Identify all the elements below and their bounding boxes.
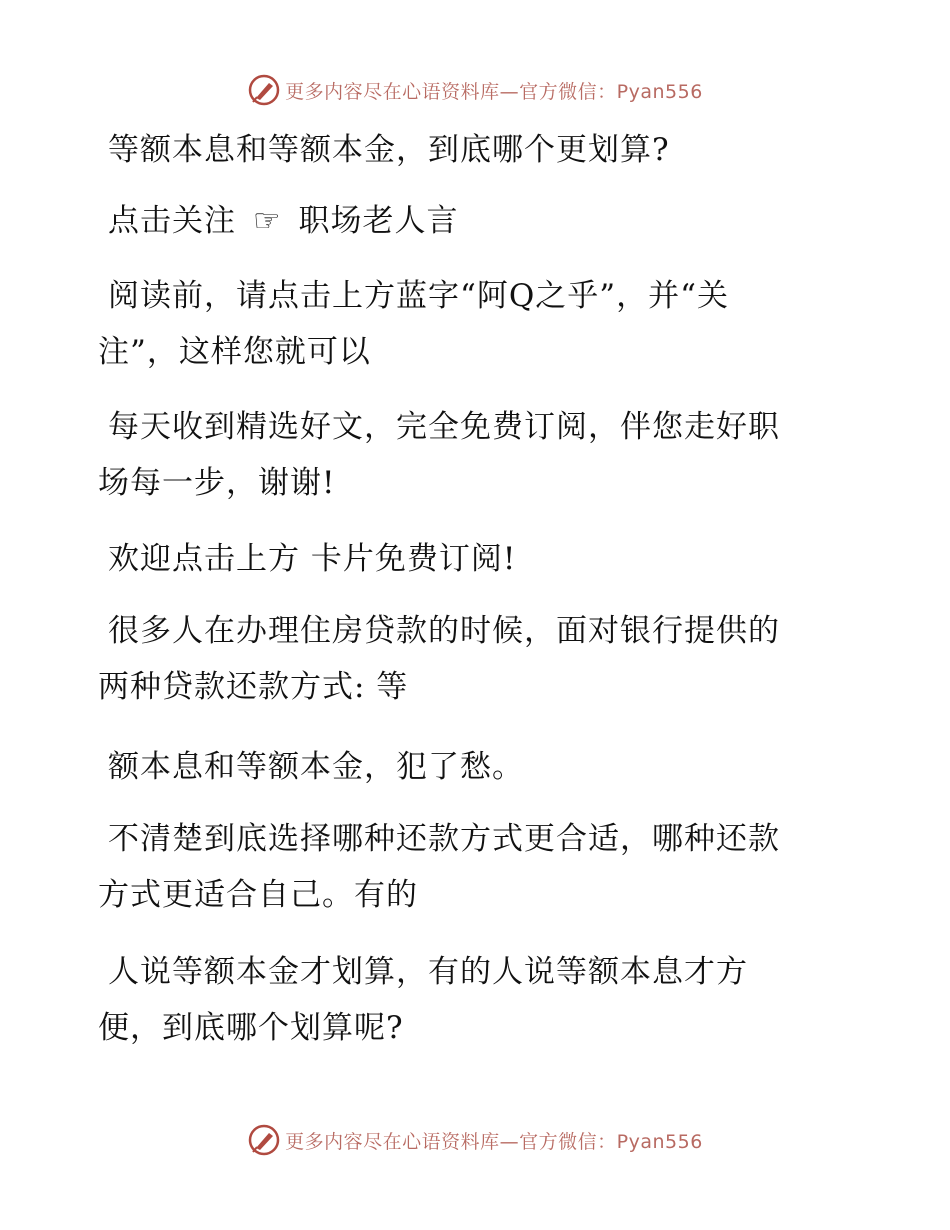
- paragraph-5: 额本息和等额本金，犯了愁。: [108, 749, 524, 785]
- paragraph-4: 很多人在办理住房贷款的时候，面对银行提供的 两种贷款还款方式: 等: [98, 613, 780, 705]
- paragraph-2: 每天收到精选好文，完全免费订阅，伴您走好职 场每一步，谢谢!: [98, 409, 780, 501]
- paragraph-6: 不清楚到底选择哪种还款方式更合适，哪种还款 方式更适合自己。有的: [98, 821, 780, 913]
- watermark-text: 更多内容尽在心语资料库—官方微信：Pyan556: [285, 1130, 703, 1153]
- follow-account-name: 职场老人言: [298, 203, 459, 239]
- follow-prefix: 点击关注: [108, 203, 236, 239]
- paragraph-1: 阅读前，请点击上方蓝字“阿Q之乎”，并“关 注”，这样您就可以: [98, 278, 729, 370]
- paragraph-7: 人说等额本金才划算，有的人说等额本息才方 便，到底哪个划算呢?: [98, 954, 748, 1046]
- watermark-banner-bottom: [0, 1120, 950, 1160]
- watermark-text: 更多内容尽在心语资料库—官方微信：Pyan556: [285, 80, 703, 103]
- red-pen-emblem-icon: [247, 73, 281, 107]
- red-pen-emblem-icon: [247, 1123, 281, 1157]
- follow-line: [98, 193, 838, 249]
- paragraph-3: 欢迎点击上方 卡片免费订阅!: [108, 541, 517, 577]
- article-title: 等额本息和等额本金，到底哪个更划算?: [108, 132, 670, 168]
- watermark-banner-top: [0, 70, 950, 110]
- pointing-hand-icon: ☞: [252, 203, 282, 239]
